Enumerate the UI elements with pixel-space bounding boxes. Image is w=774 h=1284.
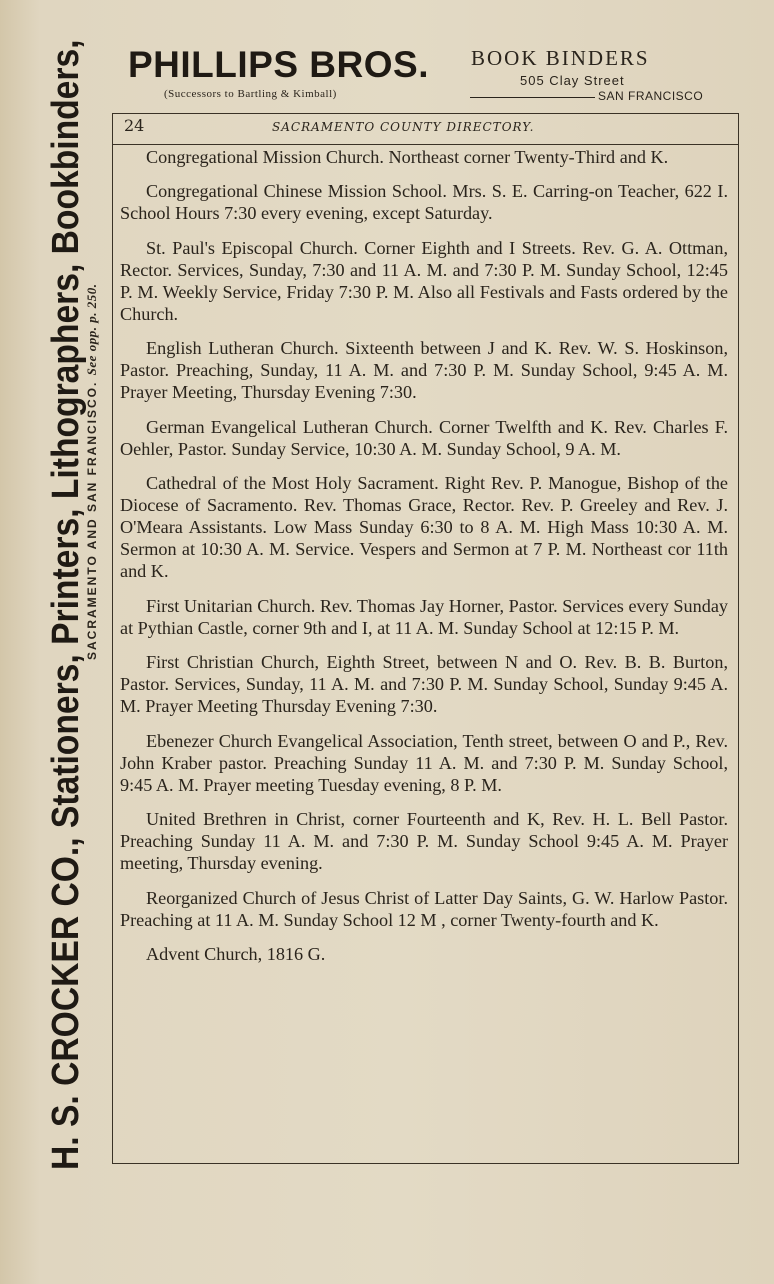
page-number: 24 [124,116,145,135]
side-ad-main-text: H. S. CROCKER CO., Stationers, Printers, Lithographers, Bookbinders, [45,39,87,1170]
listing-entry: German Evangelical Lutheran Church. Corner Twelfth and K. Rev. Charles F. Oehler, Pastor. Sunday Service, 10:30 A. M. Sunday School, 9 A. M. [120,416,728,459]
header-street: 505 Clay Street [520,73,625,88]
header-city: SAN FRANCISCO [598,89,704,103]
listing-entry: First Unitarian Church. Rev. Thomas Jay Horner, Pastor. Services every Sunday at Pythian Castle, corner 9th and I, at 11 A. M. Sunday School at 12:15 P. M. [120,595,728,638]
listing-entry: First Christian Church, Eighth Street, between N and O. Rev. B. B. Burton, Pastor. Services, Sunday, 11 A. M. and 7:30 P. M. Sunday School, Sunday 9:45 A. M. Prayer Meeting Thursday Evening 7:30. [120,652,728,717]
bottom-rule [112,1163,739,1164]
church-listings [120,146,728,977]
side-ad-note-text: See opp. p. 250. [84,283,99,376]
side-ad-location-text: SACRAMENTO AND SAN FRANCISCO. [85,380,99,660]
header-successors: (Successors to Bartling & Kimball) [164,88,337,100]
header-dash-rule [470,97,595,98]
side-advertisement-secondary [84,284,100,660]
header-trade: BOOK BINDERS [471,46,650,70]
listing-entry: Cathedral of the Most Holy Sacrament. Right Rev. P. Manogue, Bishop of the Diocese of Sacramento. Rev. Thomas Grace, Rector. Rev. P. Greeley and Rev. J. O'Meara Assistants. Low Mass Sunday 6:30 to 8 A. M. High Mass 10:30 A. M. Sermon at 10:30 A. M. Service. Vespers and Sermon at 7 P. M. Northeast cor 11th and K. [120,473,728,582]
title-rule [112,144,739,145]
listing-entry: Congregational Chinese Mission School. Mrs. S. E. Carring-on Teacher, 622 I. School Hours 7:30 every evening, except Saturday. [120,181,728,224]
running-title: SACRAMENTO COUNTY DIRECTORY. [272,120,535,134]
header-business-name: PHILLIPS BROS. [128,44,429,85]
listing-entry: Congregational Mission Church. Northeast corner Twenty-Third and K. [146,147,669,167]
listing-entry: St. Paul's Episcopal Church. Corner Eighth and I Streets. Rev. G. A. Ottman, Rector. Services, Sunday, 7:30 and 11 A. M. and 7:30 P. M. Sunday School, 12:45 P. M. Weekly Service, Friday 7:30 P. M. Also all Festivals and Fasts ordered by the Church. [120,237,728,324]
top-rule [112,113,739,114]
listing-entry: Advent Church, 1816 G. [146,943,326,964]
listing-entry: English Lutheran Church. Sixteenth between J and K. Rev. W. S. Hoskinson, Pastor. Preaching, Sunday, 11 A. M. and 7:30 P. M. Sunday School, 9:45 A. M. Prayer Meeting, Thursday Evening 7:30. [120,338,728,403]
listing-entry: Ebenezer Church Evangelical Association, Tenth street, between O and P., Rev. John Kraber pastor. Preaching Sunday 11 A. M. and 7:30 P. M. Sunday School, 9:45 A. M. Prayer meeting Tuesday evening, 8 P. M. [120,730,728,795]
listing-entry: Reorganized Church of Jesus Christ of Latter Day Saints, G. W. Harlow Pastor. Preaching at 11 A. M. Sunday School 12 M , corner Twenty-fourth and K. [120,887,728,930]
listing-entry: United Brethren in Christ, corner Fourteenth and K, Rev. H. L. Bell Pastor. Preaching Sunday 11 A. M. and 7:30 P. M. Sunday School 9:45 A. M. Prayer meeting, Thursday evening. [120,809,728,874]
side-advertisement [45,0,88,1170]
